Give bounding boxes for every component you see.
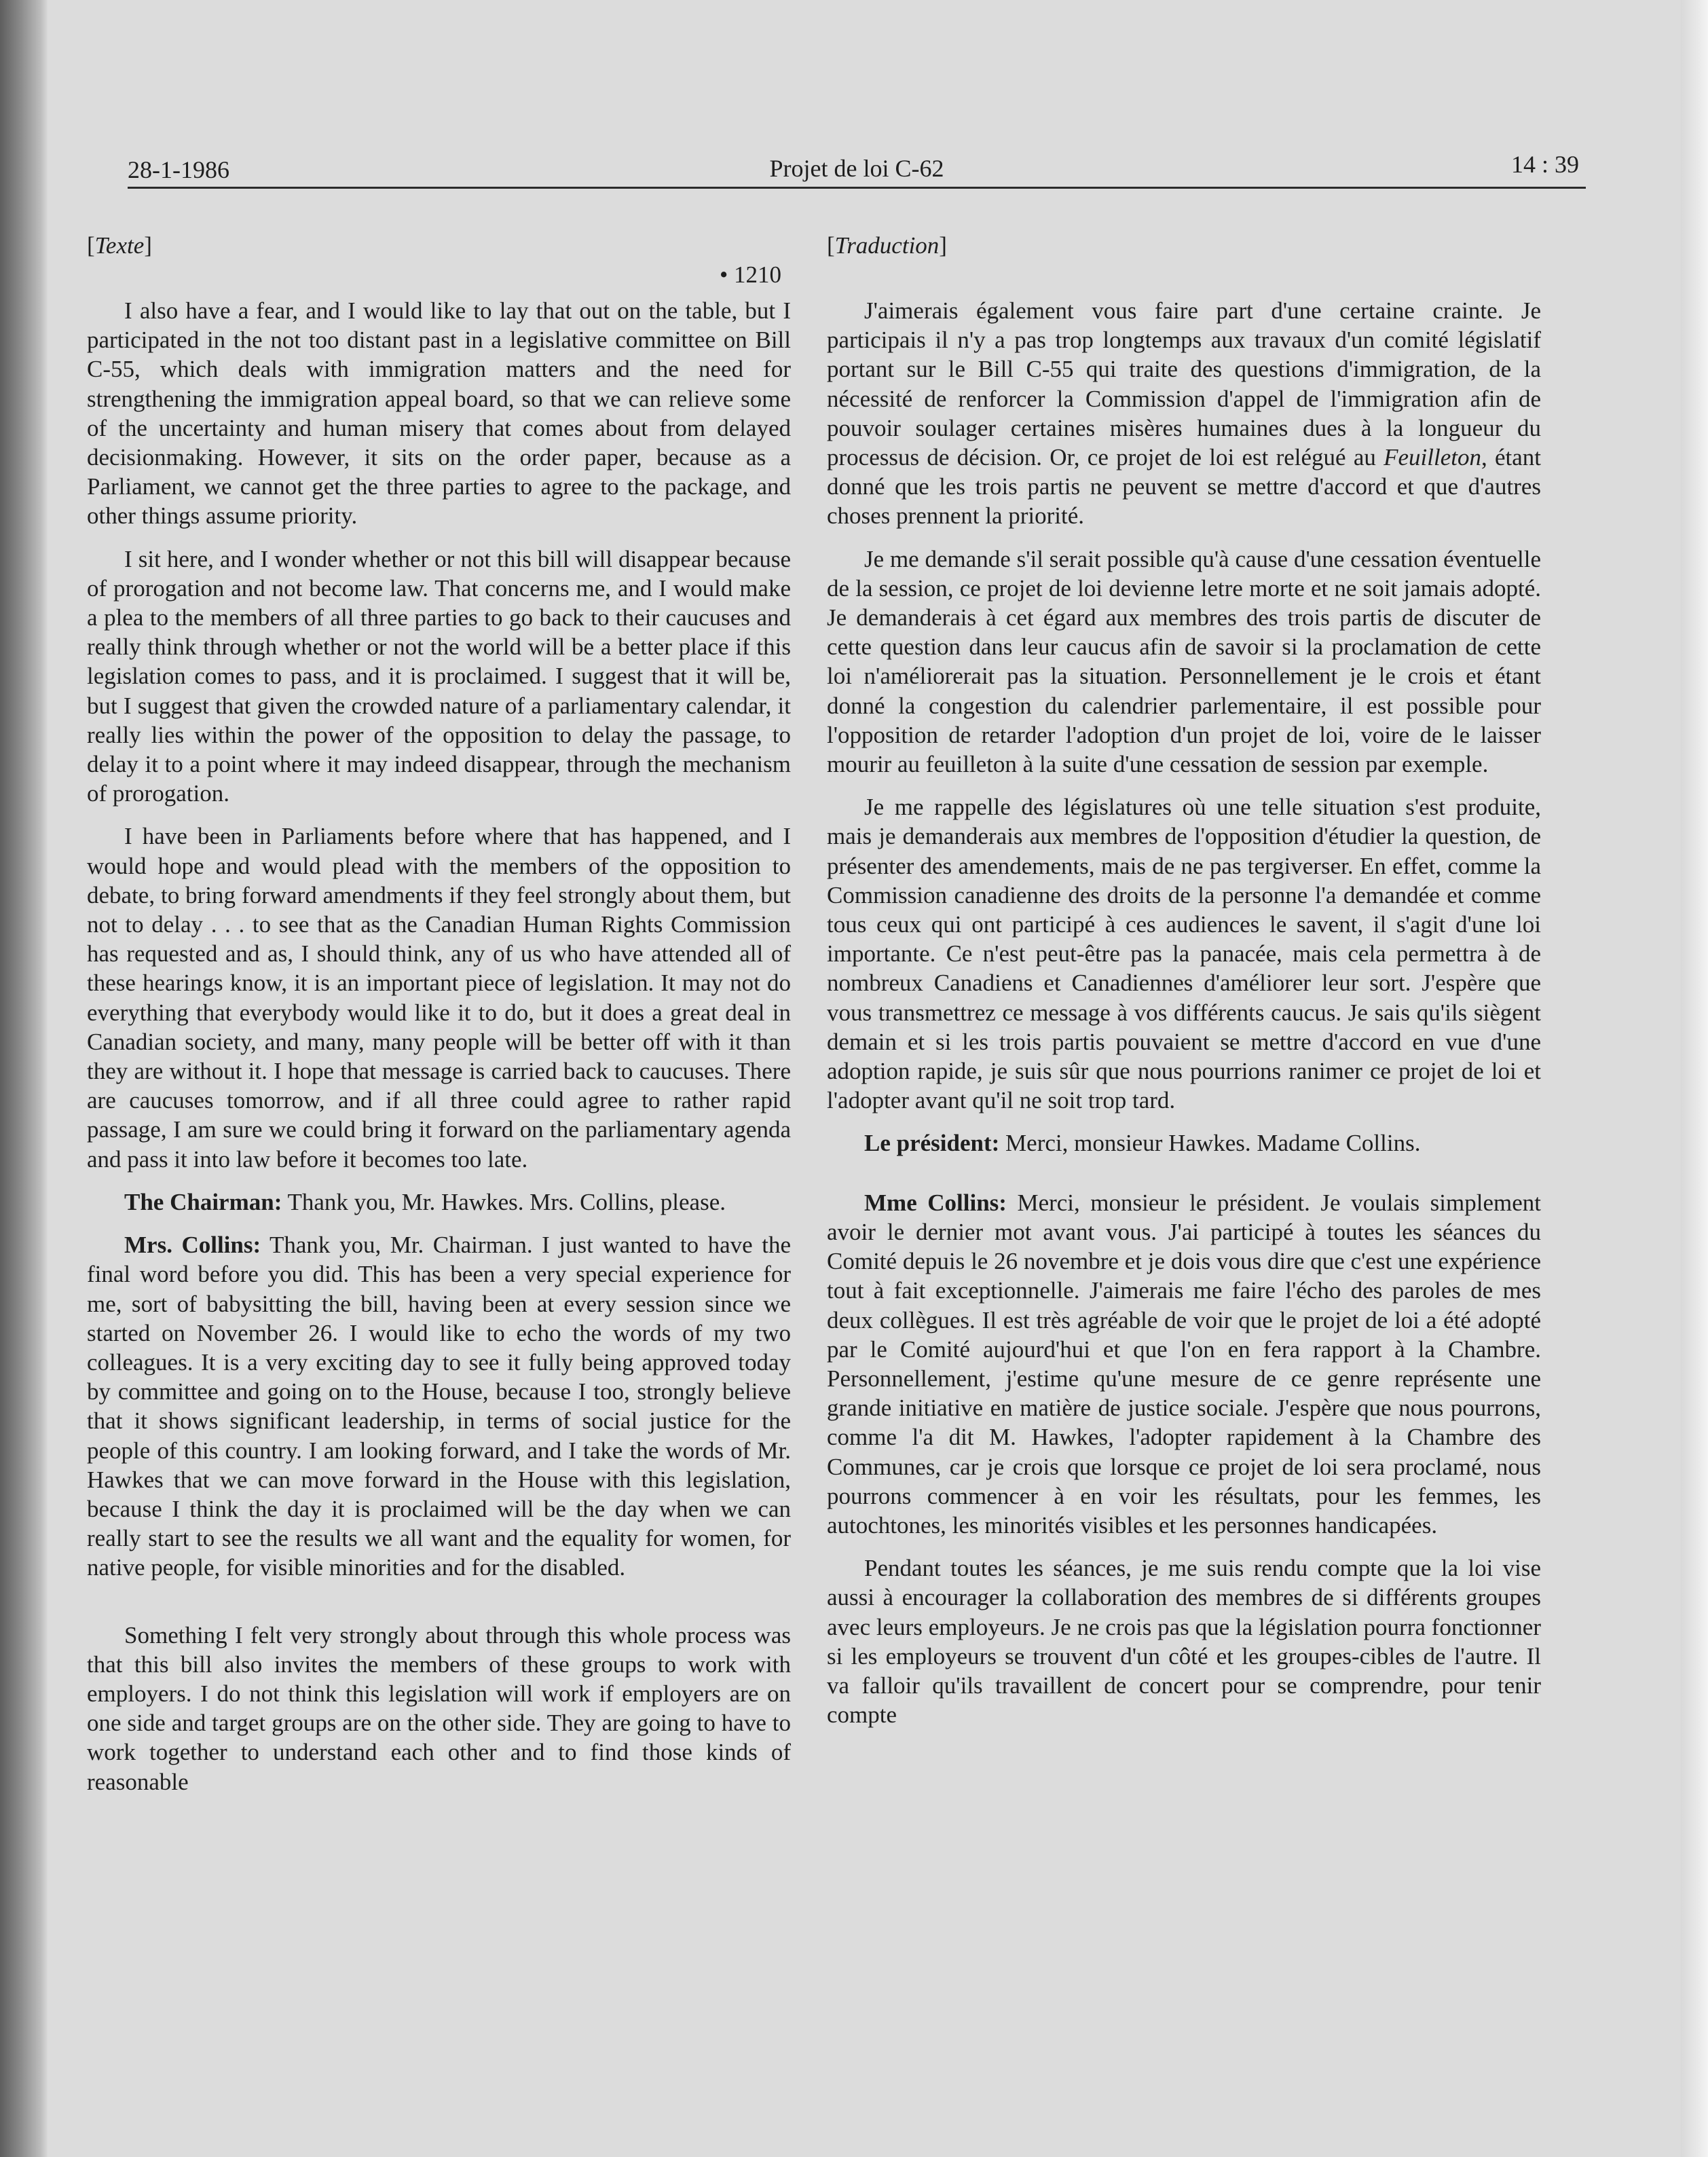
speaker-name: Mme Collins:	[864, 1189, 1007, 1216]
paragraph-text: , étant donné que les trois partis ne peuvent se mettre d'accord et que d'autres choses prennent la priorité.	[827, 444, 1541, 530]
running-header	[128, 146, 1586, 189]
paragraph: Pendant toutes les séances, je me suis rendu compte que la loi vise aussi à encourager la collaboration des membres de si différents groupes avec leurs employeurs. Je ne crois pas que la législation pourra fonctionner si les employeurs se trouvent d'un côté et les groupes-cibles de l'autre. Il va falloir qu'ils travaillent de concert pour se comprendre, pour tenir compte	[827, 1555, 1541, 1729]
paragraph-text: J'aimerais également vous faire part d'une certaine crainte. Je participais il n'y a pas trop longtemps aux travaux d'un comité législatif portant sur le Bill C-55 qui traite des questions d'immigration, de la nécessité de renforcer la Commission d'appel de l'immigration afin de pouvoir soulager certaines misères humaines dues à la longueur du processus de décision. Or, ce projet de loi est relégué au	[827, 297, 1541, 471]
speech-text: Merci, monsieur Hawkes. Madame Collins.	[999, 1130, 1421, 1157]
time-stamp: • 1210	[719, 261, 781, 288]
italic-term: Feuilleton	[1384, 444, 1481, 471]
header-page-number: 14 : 39	[1510, 151, 1579, 178]
english-column	[87, 231, 791, 1810]
header-date: 28-1-1986	[128, 156, 229, 183]
french-column	[827, 231, 1541, 1743]
column-label-text: Traduction	[834, 232, 940, 259]
speaker-name: Le président:	[864, 1130, 1000, 1157]
paragraph: Je me rappelle des législatures où une telle situation s'est produite, mais je demanderais aux membres de l'opposition d'étudier la question, de présenter des amendements, mais de ne pas tergiverser. En effet, comme la Commission canadienne des droits de la personne l'a demandée et comme tous ceux qui ont participé à ces audiences le savent, il s'agit d'une loi importante. Ce n'est peut-être pas la panacée, mais cela permettra à de nombreux Canadiens et Canadiennes d'améliorer leur sort. J'espère que vous transmettrez ce message à vos différents caucus. Je sais qu'ils siègent demain et si les trois partis pouvaient se mettre d'accord en vue d'une adoption rapide, je suis sûr que nous pourrions ranimer ce projet de loi et l'adopter avant qu'il ne soit trop tard.	[827, 794, 1541, 1114]
paragraph	[827, 1188, 1541, 1540]
speech-text: Merci, monsieur le président. Je voulais simplement avoir le dernier mot avant vous. J'ai participé à toutes les séances du Comité depuis le 26 novembre et je dois vous dire que c'est une expérience tout à fait exceptionnelle. J'aimerais me faire l'écho des paroles de mes deux collègues. Il est très agréable de voir que le projet de loi a été adopté par le Comité aujourd'hui et que l'on en fera rapport à la Chambre. Personnellement, j'estime qu'une mesure de ce genre représente une grande initiative en matière de justice sociale. J'espère que nous pourrons, comme l'a dit M. Hawkes, l'adopter rapidement à la Chambre des Communes, car je crois que lorsque ce projet de loi sera proclamé, nous pourrons commencer à en voir les résultats, pour les femmes, les autochtones, les minorités visibles et les personnes handicapées.	[827, 1189, 1541, 1538]
speech-text: Thank you, Mr. Chairman. I just wanted to have the final word before you did. This has been a very special experience for me, sort of babysitting the bill, having been at every session since we started on November 26. I would like to echo the words of my two colleagues. It is a very exciting day to see it fully being approved today by committee and going on to the House, because I too, strongly believe that it shows significant leadership, in terms of social justice for the people of this country. I am looking forward, and I take the words of Mr. Hawkes that we can move forward in the House with this legislation, because I think the day it is proclaimed will be the day when we can really start to see the results we all want and the equality for women, for native people, for visible minorities and for the disabled.	[87, 1232, 791, 1581]
paragraph: I also have a fear, and I would like to lay that out on the table, but I participated in the not too distant past in a legislative committee on Bill C-55, which deals with immigration matters and the need for strengthening the immigration appeal board, so that we can relieve some of the uncertainty and human misery that comes about from delayed decisionmaking. However, it sits on the order paper, because as a Parliament, we cannot get the three parties to agree to the package, and other things assume priority.	[87, 297, 791, 530]
paragraph: I sit here, and I wonder whether or not this bill will disappear because of prorogation and not become law. That concerns me, and I would make a plea to the members of all three parties to go back to their caucuses and really think through whether or not the world will be a better place if this legislation comes to pass, and it is proclaimed. I suggest that it will be, but I suggest that given the crowded nature of a parliamentary calendar, it really lies within the power of the opposition to delay the passage, to delay it to a point where it may indeed disappear, through the mechanism of prorogation.	[87, 545, 791, 807]
speaker-name: Mrs. Collins:	[124, 1232, 261, 1259]
column-label-text: Texte	[94, 232, 145, 259]
paragraph	[87, 1230, 791, 1582]
paragraph	[87, 1187, 791, 1217]
paragraph: Je me demande s'il serait possible qu'à cause d'une cessation éventuelle de la session, ce projet de loi devienne letre morte et ne soit jamais adopté. Je demanderais à cet égard aux membres des trois partis de discuter de cette question dans leur caucus afin de savoir si la proclamation de cette loi n'améliorerait pas la situation. Personnellement je le crois et étant donné la congestion du calendrier parlementaire, il est possible pour l'opposition de retarder l'adoption d'un projet de loi, voire de le laisser mourir au feuilleton à la suite d'une cessation de session par exemple.	[827, 545, 1541, 778]
paragraph	[827, 296, 1541, 531]
speech-text: Thank you, Mr. Hawkes. Mrs. Collins, please.	[282, 1188, 726, 1215]
paragraph: Something I felt very strongly about through this whole process was that this bill also invites the members of these groups to work with employers. I do not think this legislation will work if employers are on one side and target groups are on the other side. They are going to have to work together to understand each other and to find those kinds of reasonable	[87, 1621, 791, 1795]
column-label-traduction: [Traduction]	[827, 232, 947, 259]
binding-shadow	[0, 0, 48, 2157]
paragraph	[827, 1128, 1541, 1158]
speaker-name: The Chairman:	[124, 1188, 282, 1215]
header-title: Projet de loi C-62	[769, 155, 944, 182]
page-edge	[1681, 0, 1708, 2157]
paragraph: I have been in Parliaments before where that has happened, and I would hope and would plead with the members of the opposition to debate, to bring forward amendments if they feel strongly about them, but not to delay . . . to see that as the Canadian Human Rights Commission has requested and as, I should think, any of us who have attended all of these hearings know, it is an important piece of legislation. It may not do everything that everybody would like it to do, but it does a great deal in Canadian society, and many, many people will be better off with it than they are without it. I hope that message is carried back to caucuses. There are caucuses tomorrow, and if all three could agree to rather rapid passage, I am sure we could bring it forward on the parliamentary agenda and pass it into law before it becomes too late.	[87, 823, 791, 1173]
column-label-texte: [Texte]	[87, 232, 152, 259]
